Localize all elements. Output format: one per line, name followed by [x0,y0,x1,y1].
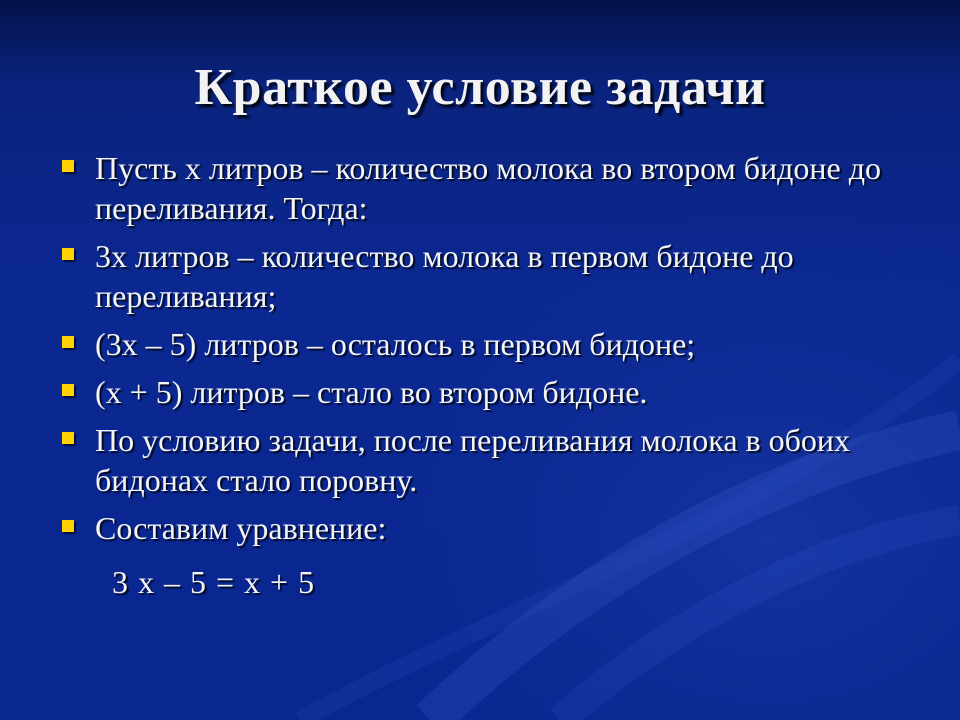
square-bullet-icon [62,248,74,260]
bullet-text: (3x – 5) литров – осталось в первом бидоне; [95,326,696,362]
bullet-text: Пусть x литров – количество молока во втором бидоне до переливания. Тогда: [95,150,881,226]
bullet-item [60,324,920,364]
square-bullet-icon [62,520,74,532]
bullet-text: 3x литров – количество молока в первом бидоне до переливания; [95,238,794,314]
bullet-item [60,236,920,316]
bullet-item [60,420,920,500]
bullet-text: По условию задачи, после переливания молока в обоих бидонах стало поровну. [95,422,851,498]
bullet-text: (x + 5) литров – стало во втором бидоне. [95,374,648,410]
square-bullet-icon [62,160,74,172]
slide-title: Краткое условие задачи [194,59,766,116]
equation: 3 x – 5 = x + 5 [112,564,316,600]
square-bullet-icon [62,432,74,444]
bullet-text: Составим уравнение: [95,510,387,546]
bullet-list [60,148,920,556]
square-bullet-icon [62,384,74,396]
bullet-item [60,148,920,228]
bullet-item [60,372,920,412]
square-bullet-icon [62,336,74,348]
bullet-item [60,508,920,548]
